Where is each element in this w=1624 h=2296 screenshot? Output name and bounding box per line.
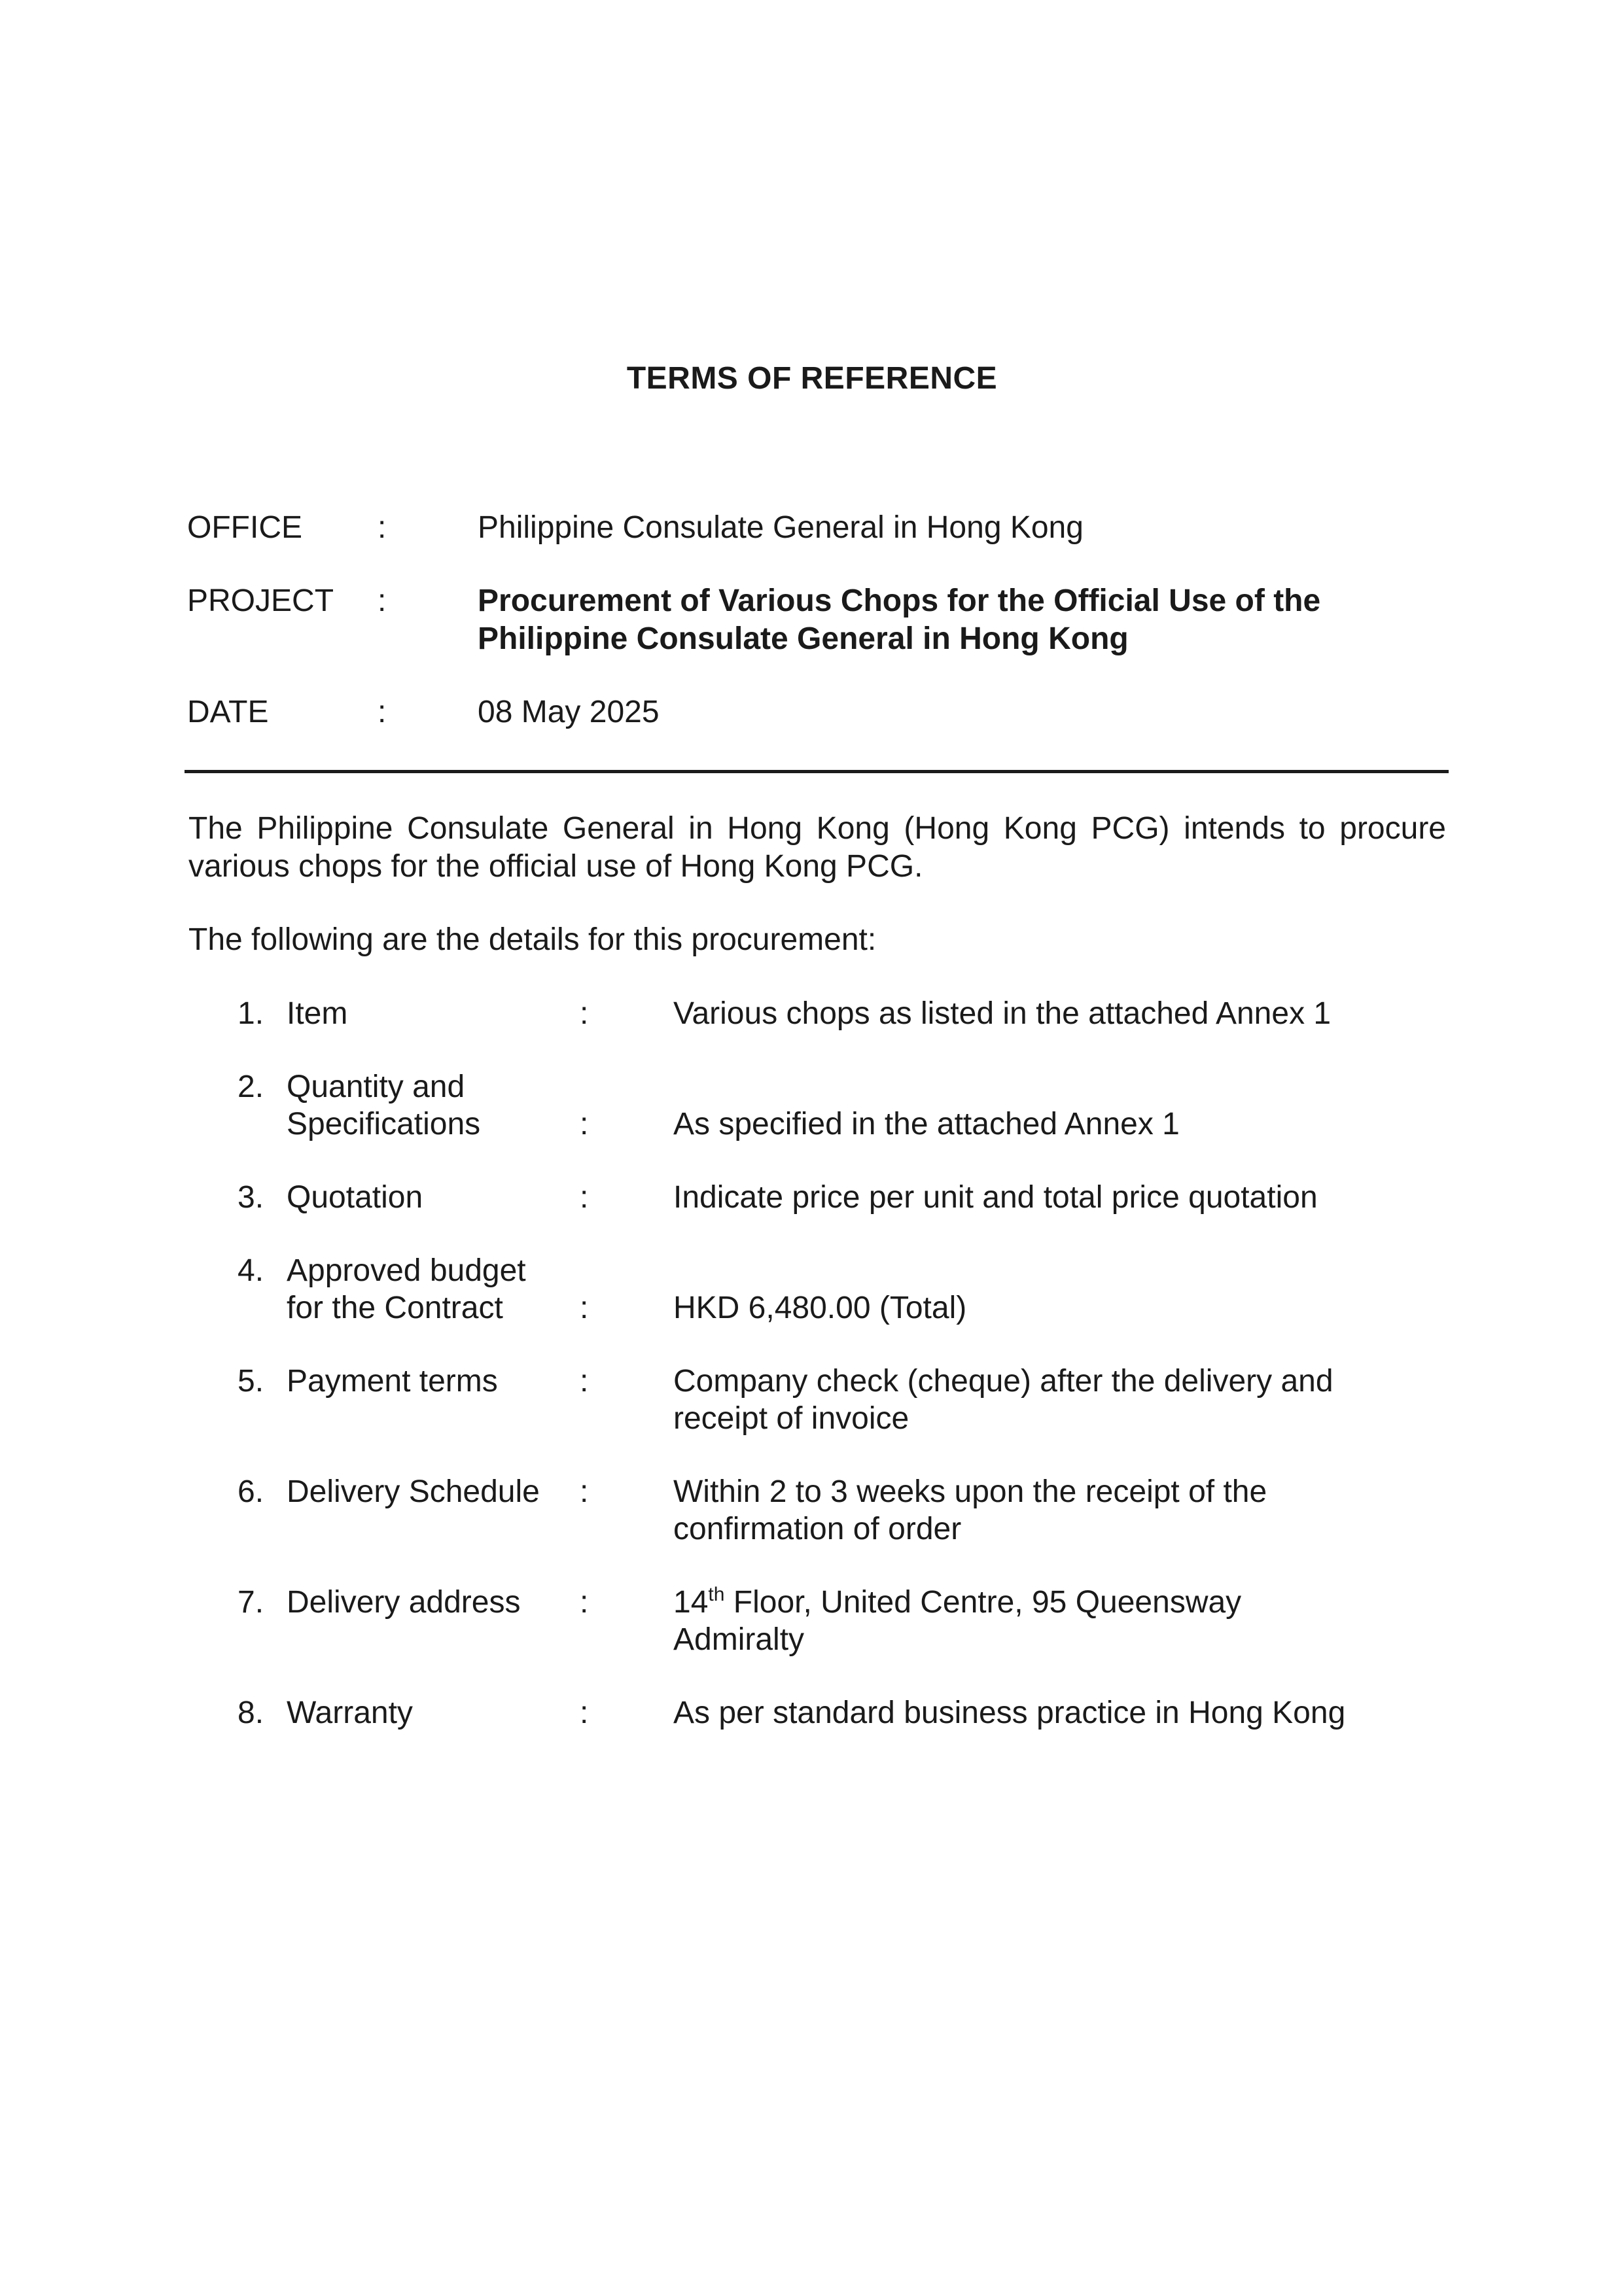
item-number: 7. <box>238 1585 264 1620</box>
project-value-line1: Procurement of Various Chops for the Official Use of the <box>478 583 1321 618</box>
item-label-line1: Quantity and <box>287 1070 465 1104</box>
item-colon: : <box>580 1696 589 1730</box>
item-value-line2: confirmation of order <box>673 1512 962 1546</box>
project-value <box>478 582 1439 658</box>
item-colon: : <box>580 1585 589 1620</box>
header-divider <box>185 770 1449 773</box>
item-value: Various chops as listed in the attached Annex 1 <box>673 996 1332 1031</box>
item-value: As per standard business practice in Hong Kong <box>673 1696 1346 1730</box>
item-label-line2: for the Contract <box>287 1291 503 1325</box>
document-title: TERMS OF REFERENCE <box>626 361 998 396</box>
item-value <box>673 1584 1458 1658</box>
item-colon: : <box>580 1291 589 1325</box>
item-label-line1: Approved budget <box>287 1253 526 1288</box>
office-label: OFFICE <box>187 510 302 545</box>
item-value: HKD 6,480.00 (Total) <box>673 1291 967 1325</box>
item-value-line1 <box>673 1584 1458 1621</box>
item-value-line1: Company check (cheque) after the delivery and <box>673 1364 1333 1399</box>
intro-paragraph: The Philippine Consulate General in Hong Kong (Hong Kong PCG) intends to procure various chops for the official use of Hong Kong PCG. <box>188 811 1446 884</box>
item-value-line1: Within 2 to 3 weeks upon the receipt of the <box>673 1474 1267 1509</box>
item-value-line2: Admiralty <box>673 1622 805 1657</box>
item-number: 4. <box>238 1253 264 1288</box>
item-number: 6. <box>238 1474 264 1509</box>
item-label: Delivery Schedule <box>287 1474 540 1509</box>
item-colon: : <box>580 1364 589 1399</box>
item-colon: : <box>580 1474 589 1509</box>
date-value: 08 May 2025 <box>478 695 660 729</box>
item-colon: : <box>580 996 589 1031</box>
item-label <box>287 1252 568 1327</box>
item-value <box>673 1473 1458 1548</box>
item-number: 1. <box>238 996 264 1031</box>
item-value <box>673 1363 1458 1437</box>
item-number: 2. <box>238 1070 264 1104</box>
floor-number: 14 <box>673 1585 709 1620</box>
item-number: 3. <box>238 1180 264 1215</box>
item-label: Warranty <box>287 1696 413 1730</box>
item-number: 5. <box>238 1364 264 1399</box>
item-label: Item <box>287 996 348 1031</box>
item-label: Quotation <box>287 1180 423 1215</box>
item-colon: : <box>580 1107 589 1141</box>
item-number: 8. <box>238 1696 264 1730</box>
project-label: PROJECT <box>187 583 334 618</box>
office-colon: : <box>378 510 387 545</box>
item-value-line2: receipt of invoice <box>673 1401 909 1436</box>
item-colon: : <box>580 1180 589 1215</box>
item-label-line2: Specifications <box>287 1107 481 1141</box>
item-label <box>287 1068 568 1143</box>
floor-ordinal: th <box>708 1584 725 1605</box>
item-value: As specified in the attached Annex 1 <box>673 1107 1180 1141</box>
date-colon: : <box>378 695 387 729</box>
item-label: Delivery address <box>287 1585 521 1620</box>
details-intro: The following are the details for this procurement: <box>188 922 877 957</box>
date-label: DATE <box>187 695 269 729</box>
project-value-line2: Philippine Consulate General in Hong Kong <box>478 621 1129 656</box>
address-rest: Floor, United Centre, 95 Queensway <box>724 1585 1242 1620</box>
project-colon: : <box>378 583 387 618</box>
item-label: Payment terms <box>287 1364 498 1399</box>
office-value: Philippine Consulate General in Hong Kong <box>478 510 1084 545</box>
item-value: Indicate price per unit and total price quotation <box>673 1180 1318 1215</box>
